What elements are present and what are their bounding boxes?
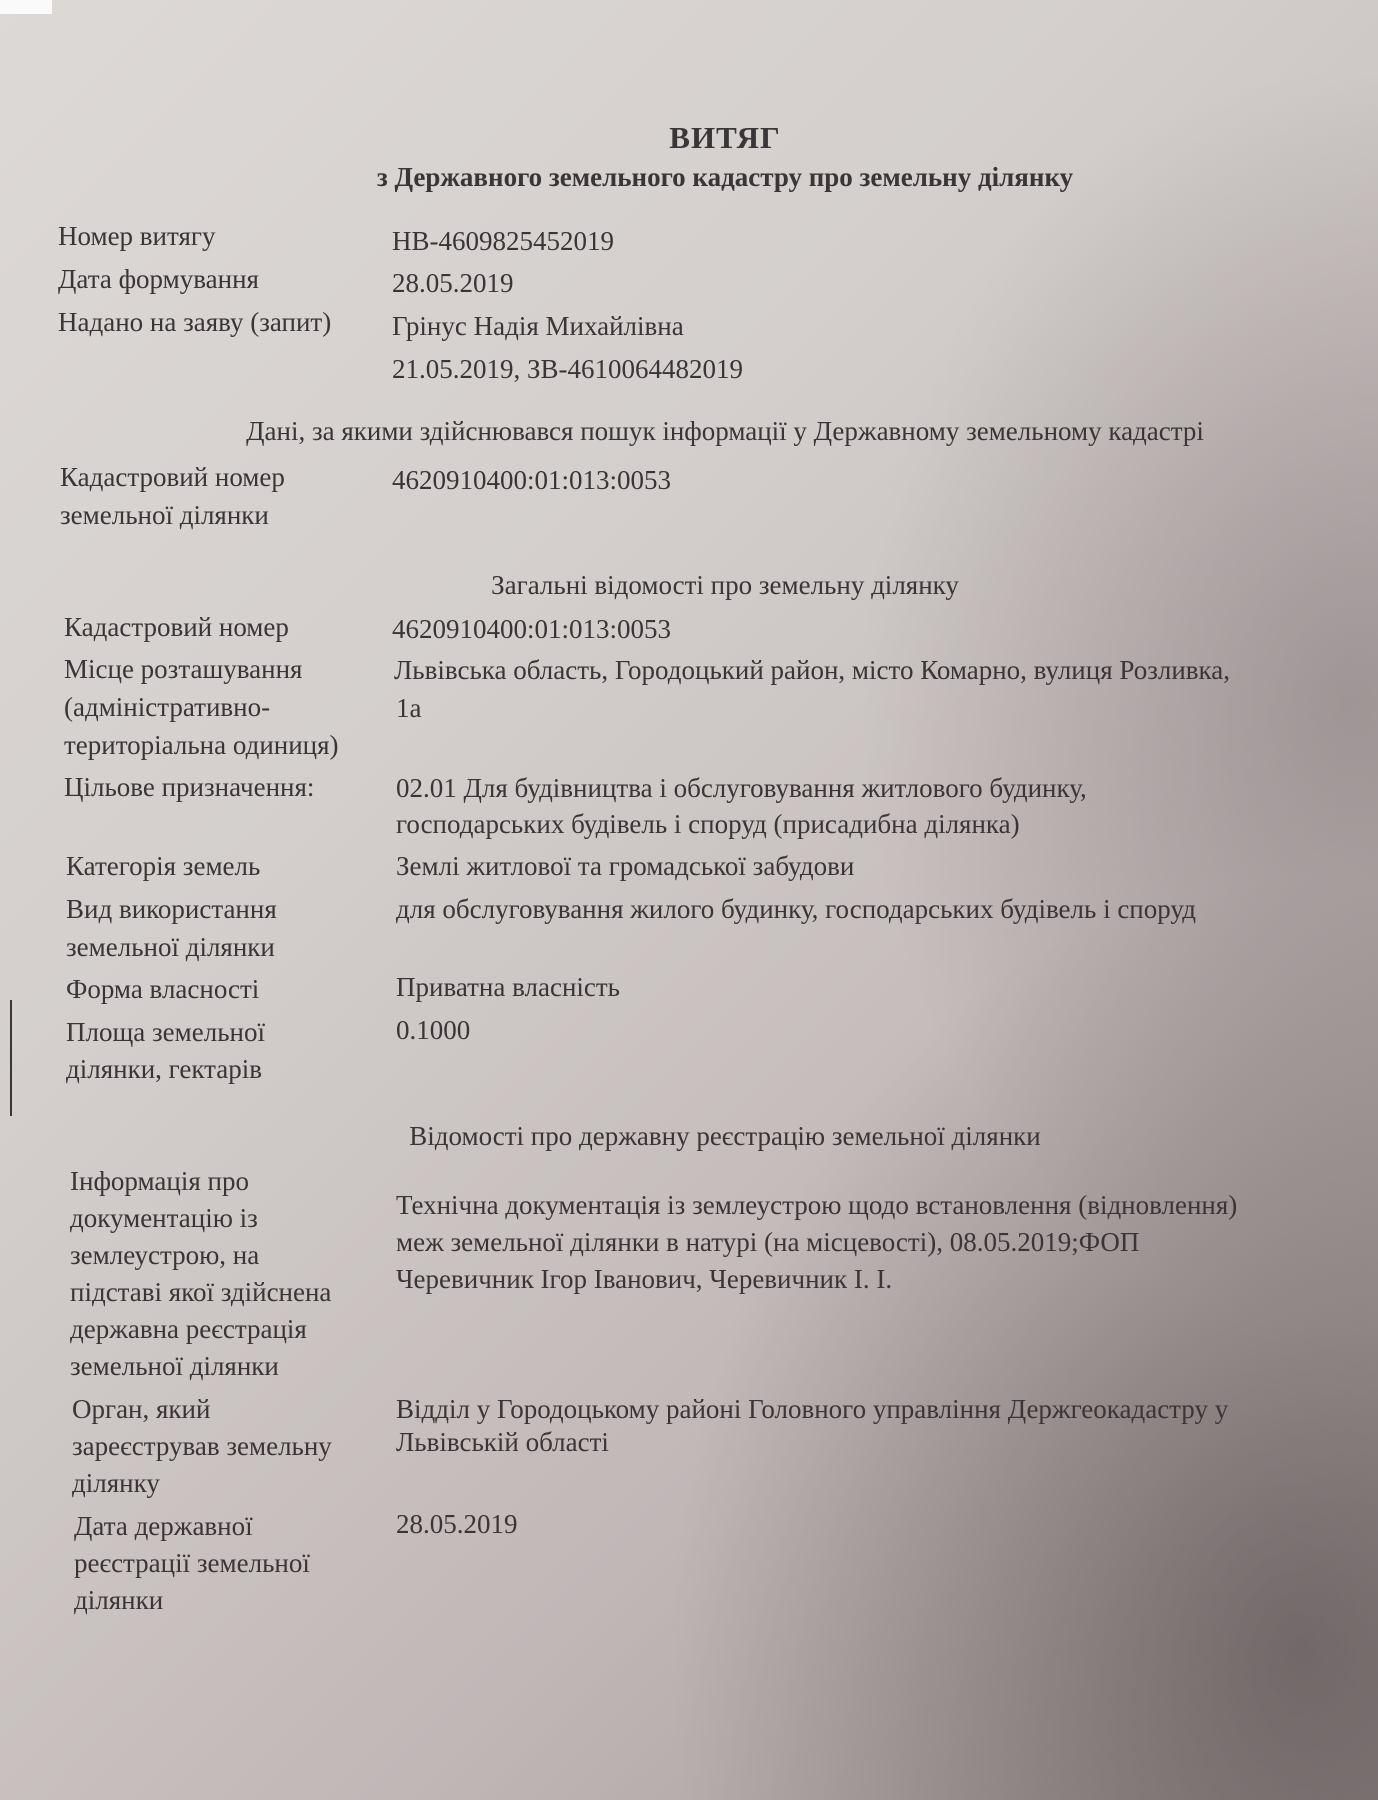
organ-value-2: Львівській області bbox=[396, 1427, 609, 1457]
area-value: 0.1000 bbox=[396, 1015, 471, 1045]
category-label: Категорія земель bbox=[66, 851, 261, 881]
regdate-label-3: ділянки bbox=[74, 1585, 164, 1615]
doc-label-5: державна реєстрація bbox=[70, 1314, 307, 1344]
general-section-title: Загальні відомості про земельну ділянку bbox=[491, 570, 959, 600]
request-name: Грінус Надія Михайлівна bbox=[392, 311, 684, 341]
regdate-label-2: реєстрації земельної bbox=[74, 1548, 310, 1578]
registration-section-title: Відомості про державну реєстрацію земельної ділянки bbox=[409, 1121, 1041, 1151]
doc-value-2: меж земельної ділянки в натурі (на місцевості), 08.05.2019;ФОП bbox=[396, 1227, 1140, 1257]
request-label: Надано на заяву (запит) bbox=[58, 307, 332, 337]
doc-value-3: Черевичник Ігор Іванович, Черевичник І. І. bbox=[396, 1264, 893, 1294]
ownership-value: Приватна власність bbox=[396, 972, 620, 1002]
regdate-value: 28.05.2019 bbox=[396, 1509, 518, 1539]
request-ref: 21.05.2019, ЗВ-4610064482019 bbox=[392, 354, 744, 384]
doc-label-3: землеустрою, на bbox=[70, 1240, 260, 1270]
doc-label-1: Інформація про bbox=[70, 1166, 249, 1196]
doc-label-6: земельної ділянки bbox=[70, 1351, 279, 1381]
extract-number-label: Номер витягу bbox=[58, 221, 216, 251]
search-section-title: Дані, за якими здійснювався пошук інформації у Державному земельному кадастрі bbox=[246, 416, 1204, 446]
organ-label-3: ділянку bbox=[72, 1468, 160, 1498]
area-label-2: ділянки, гектарів bbox=[66, 1054, 262, 1084]
document-subtitle: з Державного земельного кадастру про земельну ділянку bbox=[376, 162, 1074, 192]
extract-date-label: Дата формування bbox=[58, 264, 259, 294]
margin-bracket bbox=[2, 1000, 12, 1116]
extract-number-value: НВ-4609825452019 bbox=[392, 226, 614, 256]
organ-label-2: зареєстрував земельну bbox=[72, 1431, 332, 1461]
usage-value: для обслуговування жилого будинку, господарських будівель і споруд bbox=[396, 894, 1196, 924]
search-cadastral-label-2: земельної ділянки bbox=[60, 500, 269, 530]
purpose-value-2: господарських будівель і споруд (присадибна ділянка) bbox=[396, 809, 1020, 839]
usage-label-1: Вид використання bbox=[66, 894, 277, 924]
purpose-label: Цільове призначення: bbox=[64, 772, 315, 802]
location-label-3: територіальна одиниця) bbox=[64, 730, 339, 760]
doc-label-4: підставі якої здійснена bbox=[70, 1277, 332, 1307]
corner-mark bbox=[0, 0, 52, 14]
location-label-2: (адміністративно- bbox=[64, 692, 271, 722]
usage-label-2: земельної ділянки bbox=[66, 932, 275, 962]
ownership-label: Форма власності bbox=[66, 974, 260, 1004]
search-cadastral-label-1: Кадастровий номер bbox=[60, 462, 285, 492]
general-cadastral-label: Кадастровий номер bbox=[64, 612, 289, 642]
regdate-label-1: Дата державної bbox=[74, 1511, 253, 1541]
category-value: Землі житлової та громадської забудови bbox=[396, 851, 855, 881]
location-value-2: 1а bbox=[396, 693, 422, 723]
location-label-1: Місце розташування bbox=[64, 654, 303, 684]
doc-label-2: документацію із bbox=[70, 1203, 258, 1233]
area-label-1: Площа земельної bbox=[66, 1017, 265, 1047]
general-cadastral-value: 4620910400:01:013:0053 bbox=[392, 614, 672, 644]
location-value-1: Львівська область, Городоцький район, місто Комарно, вулиця Розливка, bbox=[394, 655, 1230, 685]
document-title: ВИТЯГ bbox=[669, 120, 781, 155]
purpose-value-1: 02.01 Для будівництва і обслуговування житлового будинку, bbox=[396, 773, 1087, 803]
search-cadastral-value: 4620910400:01:013:0053 bbox=[392, 465, 672, 495]
organ-value-1: Відділ у Городоцькому районі Головного управління Держгеокадастру у bbox=[396, 1394, 1229, 1424]
doc-value-1: Технічна документація із землеустрою щодо встановлення (відновлення) bbox=[396, 1190, 1238, 1220]
extract-date-value: 28.05.2019 bbox=[392, 268, 514, 298]
organ-label-1: Орган, який bbox=[72, 1394, 211, 1424]
